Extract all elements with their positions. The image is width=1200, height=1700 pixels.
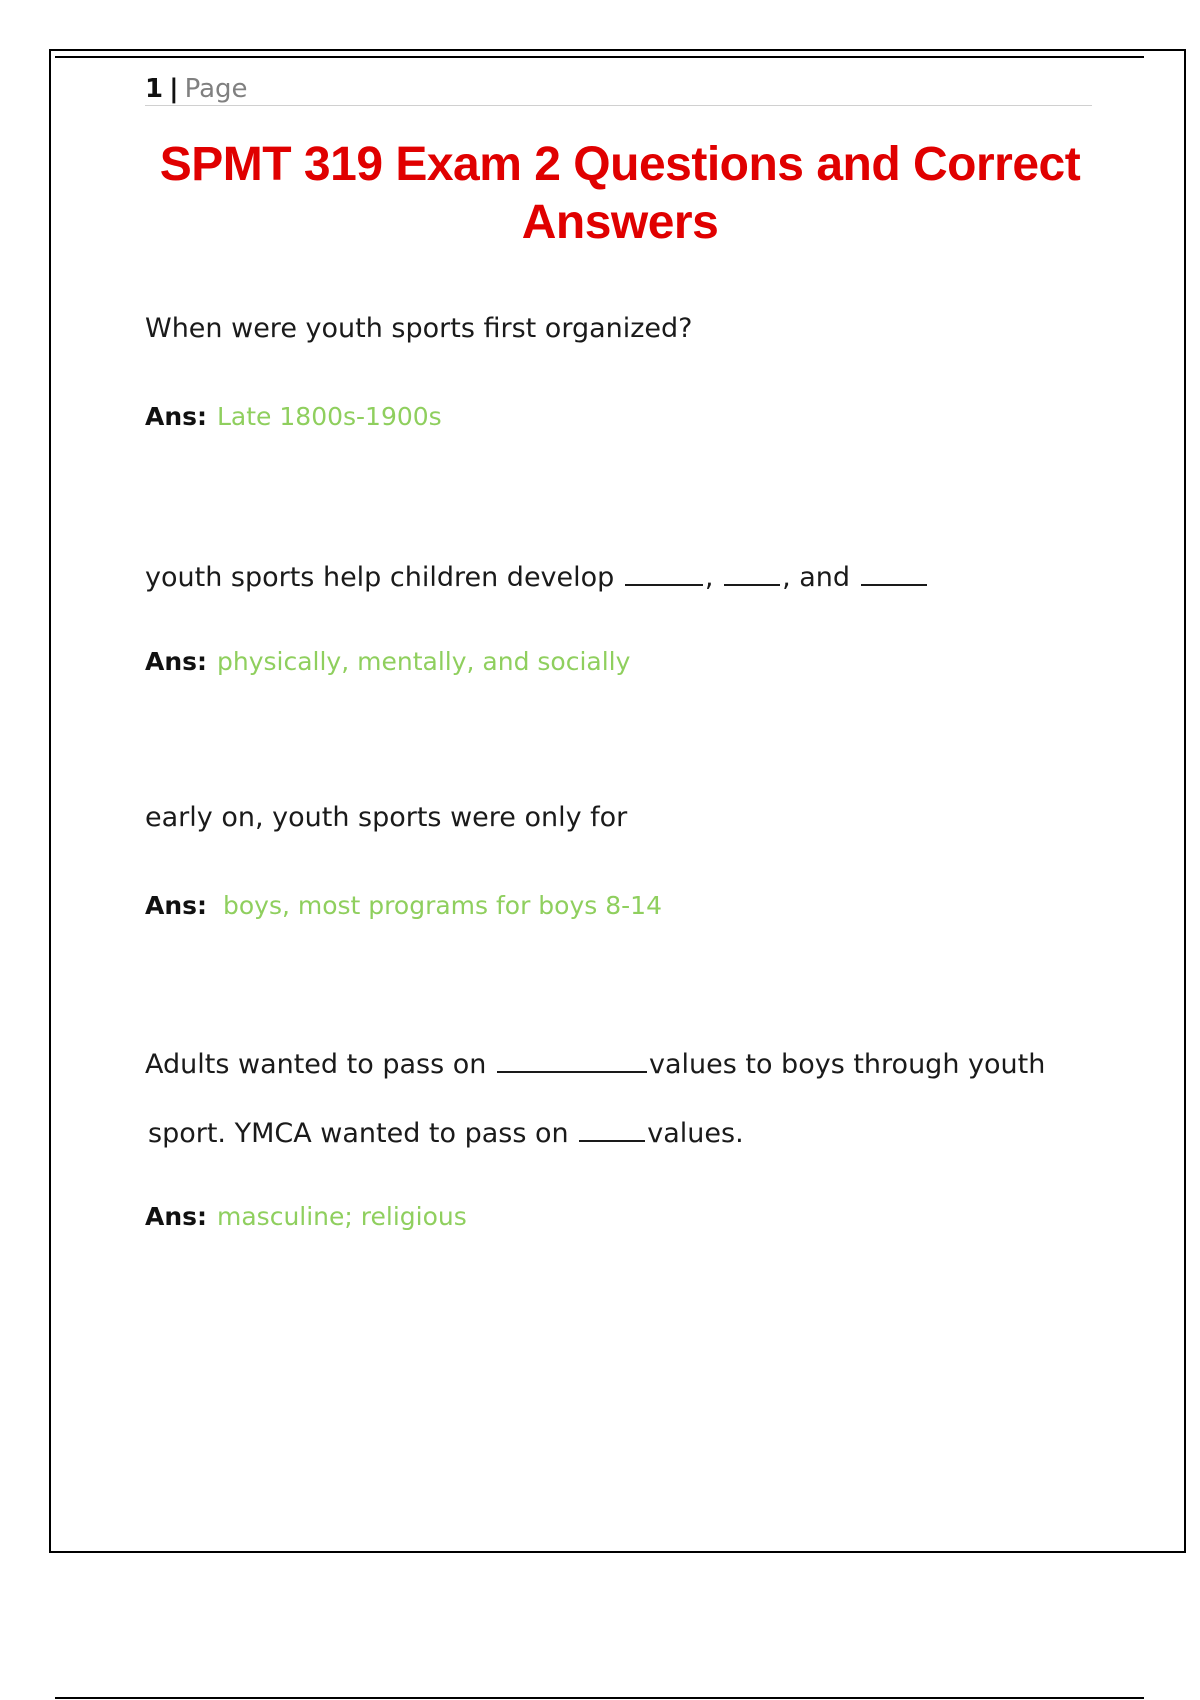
- question-2: [145, 556, 929, 596]
- answer-3: [145, 889, 662, 923]
- page-label: Page: [184, 74, 248, 104]
- question-3: early on, youth sports were only for: [145, 802, 628, 833]
- answer-label: Ans:: [145, 647, 208, 676]
- answer-blank: [497, 1043, 647, 1073]
- answer-1: [145, 400, 442, 434]
- page-header: [145, 73, 1092, 106]
- answer-label: Ans:: [145, 402, 208, 431]
- answer-2-text: physically, mentally, and socially: [217, 647, 631, 676]
- question-4-line-1: [145, 1043, 1045, 1083]
- answer-blank: [861, 556, 927, 586]
- answer-label: Ans:: [145, 1202, 208, 1231]
- page-number: 1: [145, 74, 164, 104]
- question-4-line-2: [148, 1112, 744, 1152]
- document-title: SPMT 319 Exam 2 Questions and Correct Answers: [159, 138, 1081, 249]
- question-2-part2: ,: [704, 562, 714, 593]
- bottom-rule: [55, 1697, 1144, 1699]
- answer-1-text: Late 1800s-1900s: [217, 402, 442, 431]
- question-2-part1: youth sports help children develop: [145, 562, 615, 593]
- answer-label: Ans:: [145, 891, 208, 920]
- answer-4: [145, 1200, 467, 1234]
- question-4-part3: sport. YMCA wanted to pass on: [148, 1118, 569, 1149]
- question-2-part3: , and: [782, 562, 851, 593]
- question-4-part1: Adults wanted to pass on: [145, 1049, 487, 1080]
- answer-2: [145, 645, 630, 679]
- question-1: When were youth sports first organized?: [145, 313, 693, 344]
- answer-4-text: masculine; religious: [217, 1202, 467, 1231]
- question-4-part2: values to boys through youth: [648, 1049, 1046, 1080]
- answer-blank: [625, 556, 703, 586]
- question-4-part4: values.: [647, 1118, 744, 1149]
- answer-blank: [724, 556, 780, 586]
- answer-3-text: boys, most programs for boys 8-14: [223, 891, 662, 920]
- header-separator: |: [169, 74, 179, 104]
- answer-blank: [579, 1112, 645, 1142]
